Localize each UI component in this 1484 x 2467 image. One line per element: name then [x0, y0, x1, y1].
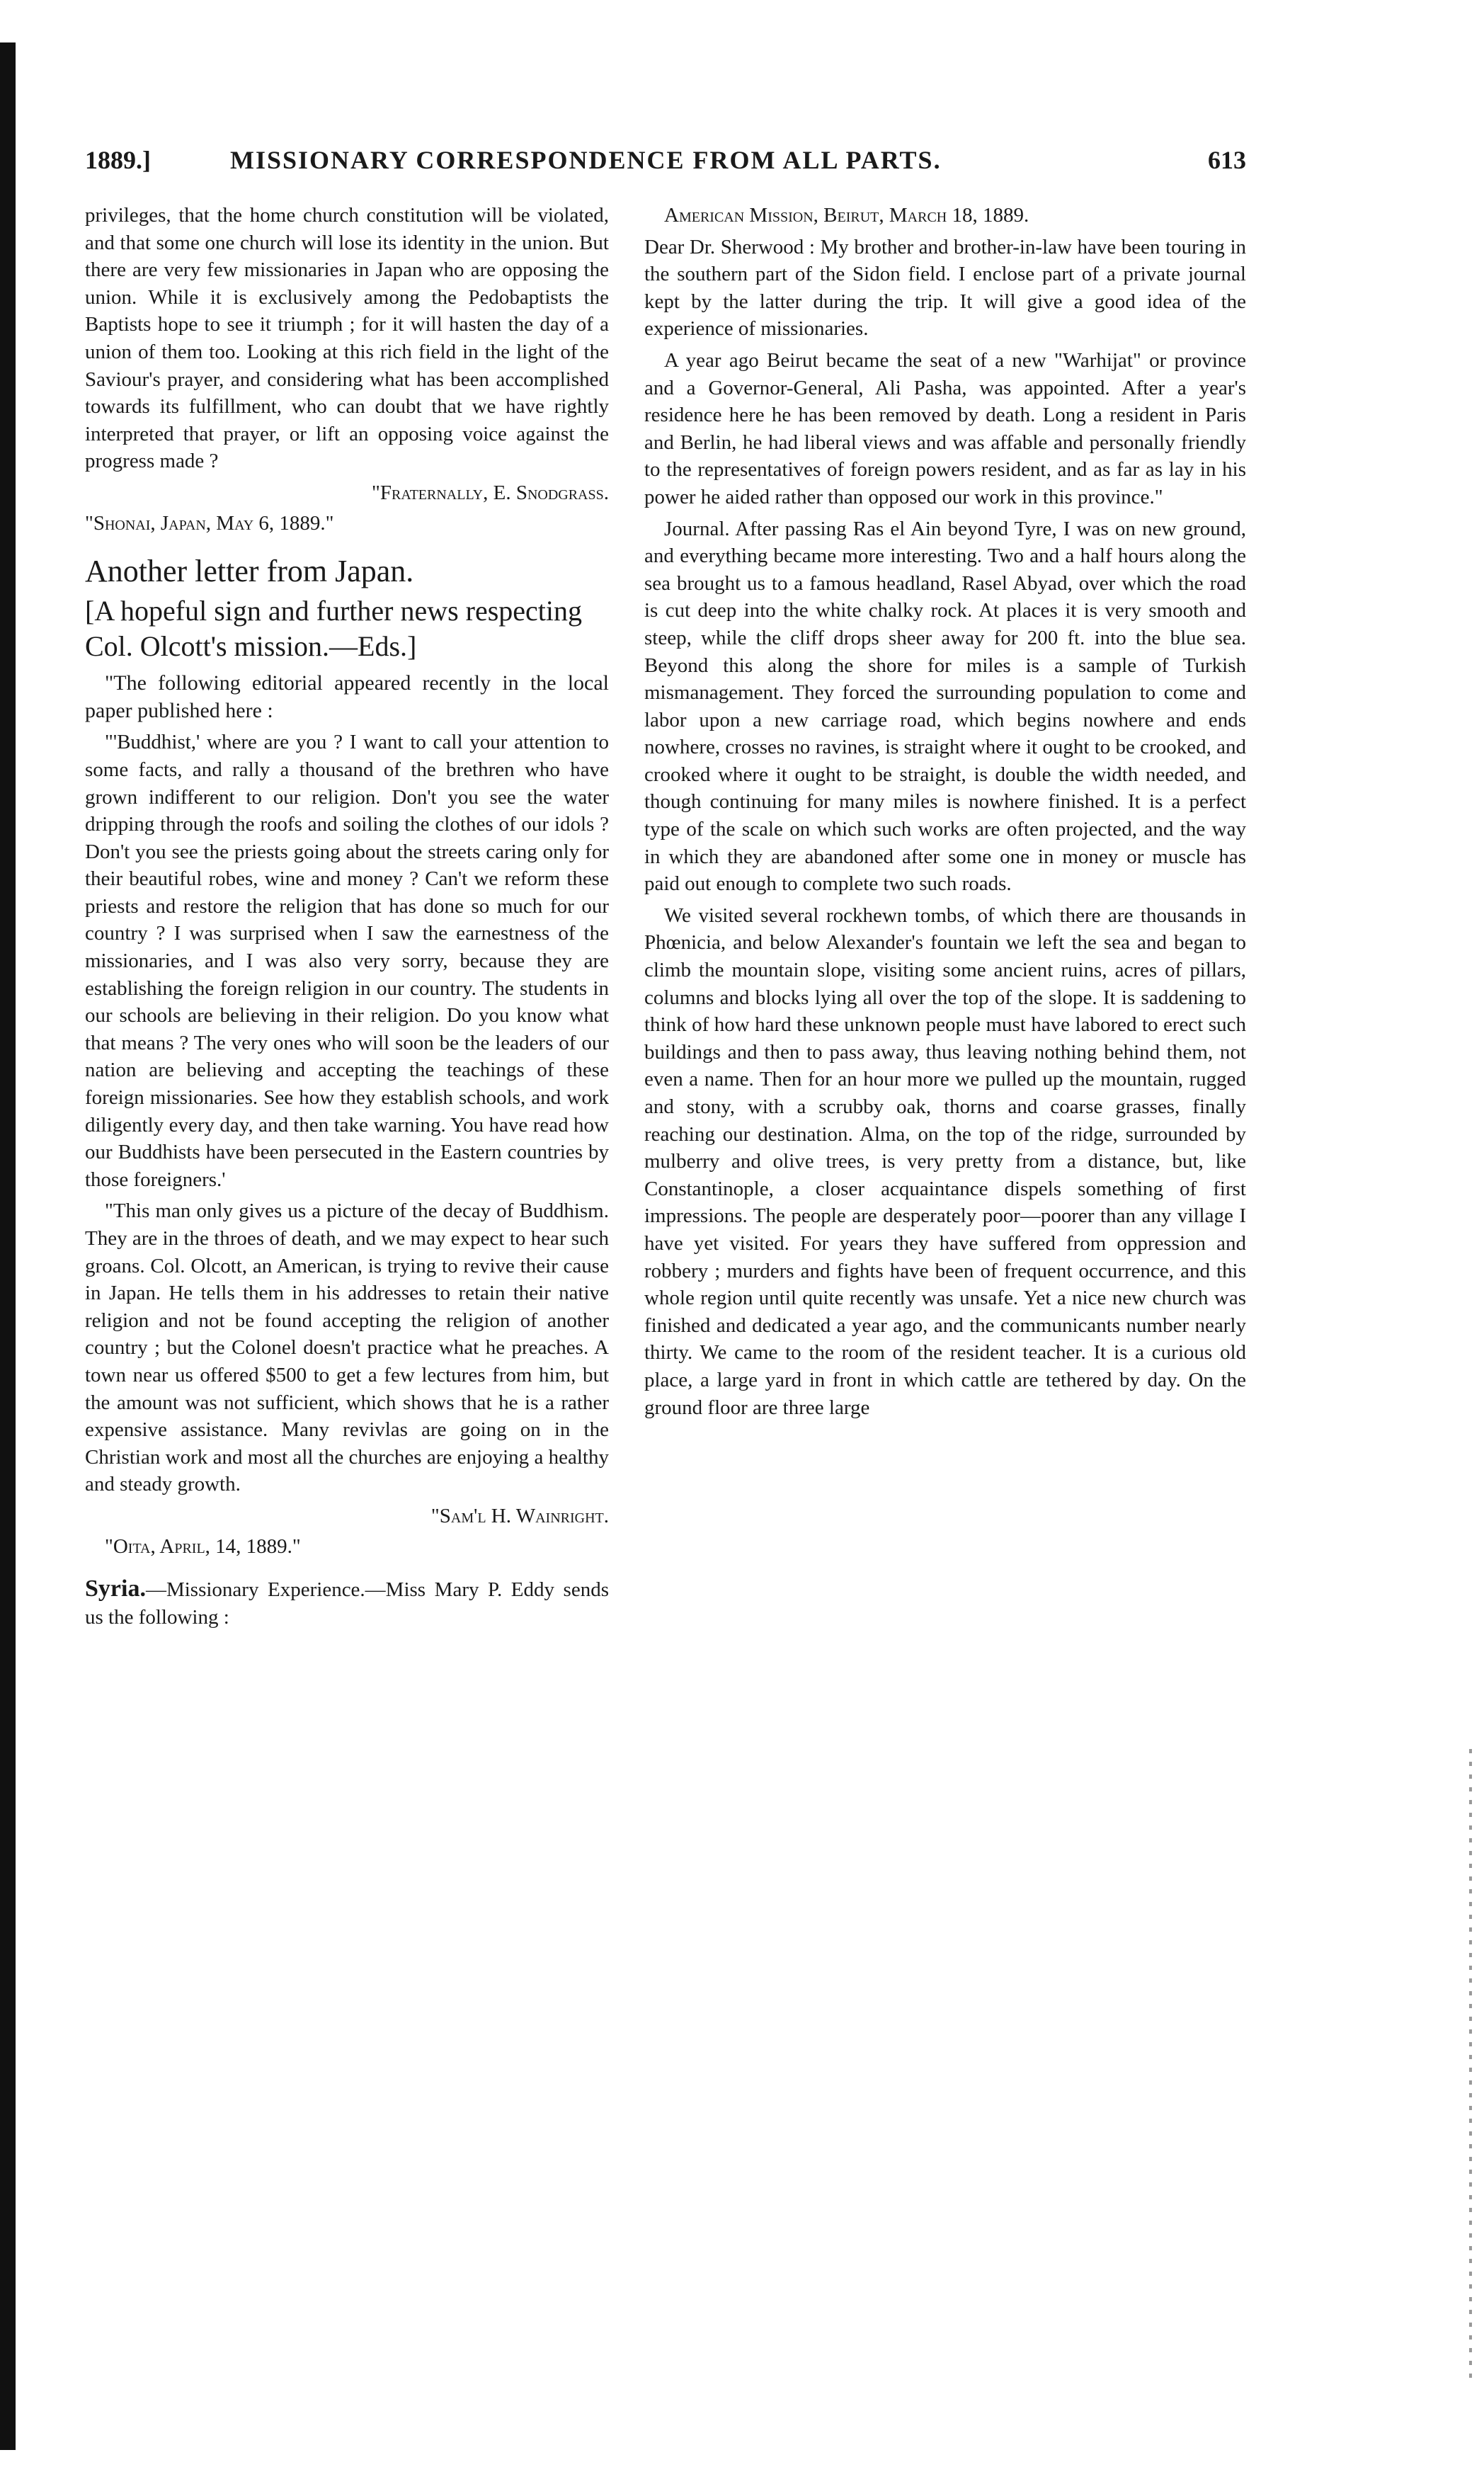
signature-snodgrass: "Fraternally, E. Snodgrass.: [372, 481, 609, 504]
left-column: [85, 202, 609, 1635]
right-column: [644, 202, 1246, 1425]
page-spine-edge: [0, 42, 16, 2450]
signature-wainright: "Sam'l H. Wainright.: [430, 1504, 609, 1527]
paragraph-rockhewn-tombs: We visited several rockhewn tombs, of which there are thousands in Phœnicia, and below Alexander's fountain we left the sea and began to climb the mountain slope, visiting some ancient ruins, acres of pillars, columns and blocks lying all over the top of the slope. It is saddening to think of how hard these unknown people must have labored to erect such buildings and then to pass away, thus leaving nothing behind them, not even a name. Then for an hour more we pulled up the mountain, rugged and stony, with a scrubby oak, thorns and coarse grasses, finally reaching our destination. Alma, on the top of the ridge, surrounded by mulberry and olive trees, is very pretty from a distance, but, like Constantinople, a closer acquaintance dispels something of first impressions. The people are desperately poor—poorer than any village I have yet visited. For years they have suffered from oppression and robbery ; murders and fights have been of frequent occurrence, and this whole region until quite recently was unsafe. Yet a nice new church was finished and dedicated a year ago, and the communicants number nearly thirty. We came to the room of the resident teacher. It is a curious old place, a large yard in front in which cattle are tethered by day. On the ground floor are three large: [644, 904, 1246, 1419]
paragraph-beirut-province: A year ago Beirut became the seat of a new "Warhijat" or province and a Governor-General, Ali Pasha, was appointed. After a year's residence here he has been removed by death. Long a resident in Paris and Berlin, he had liberal views and was affable and personally friendly to the representatives of foreign powers resident, and as far as lay in his power he aided rather than opposed our work in this province.": [644, 348, 1246, 508]
paragraph-editorial-intro: "The following editorial appeared recently in the local paper published here :: [85, 671, 609, 722]
page-edge-marks: [1469, 1749, 1472, 2386]
section-subtitle-japan: [A hopeful sign and further news respecting Col. Olcott's mission.—Eds.]: [85, 595, 583, 663]
dateline-oita: "Oita, April, 14, 1889.": [105, 1534, 301, 1558]
paragraph-privileges: privileges, that the home church constitution will be violated, and that some one church will lose its identity in the union. But there are very few missionaries in Japan who are opposing the union. While it is exclusively among the Pedobaptists the Baptists hope to see it triumph ; for it will hasten the day of a union of them too. Looking at this rich field in the light of the Saviour's prayer, and considering what has been accomplished towards its fulfillment, who can doubt that we have rightly interpreted that prayer, or lift an opposing voice against the progress made ?: [85, 204, 609, 473]
dateline-shonai: "Shonai, Japan, May 6, 1889.": [85, 511, 334, 535]
running-header: [85, 145, 1246, 181]
section-title-japan: Another letter from Japan.: [85, 554, 414, 589]
paragraph-dear-dr: Dear Dr. Sherwood : My brother and brother-in-law have been touring in the southern part of the Sidon field. I enclose part of a private journal kept by the latter during the trip. It will give a good idea of the experience of missionaries.: [644, 235, 1246, 341]
paragraph-journal: Journal. After passing Ras el Ain beyond Tyre, I was on new ground, and everything became more interesting. Two and a half hours along the sea brought us to a famous headland, Rasel Abyad, over which the road is cut deep into the white chalky rock. At places it is very smooth and steep, while the cliff drops sheer away for 200 ft. into the blue sea. Beyond this along the shore for miles is a sample of Turkish mismanagement. They forced the surrounding population to come and labor upon a new carriage road, which begins nowhere and ends nowhere, crosses no ravines, is straight where it ought to be crooked, and crooked where it ought to be straight, is double the width needed, and though continuing for many miles is nowhere finished. It is a perfect type of the scale on which such works are often projected, and the way in which they are abandoned after some one in money or muscle has paid out enough to complete two such roads.: [644, 517, 1246, 896]
header-title: MISSIONARY CORRESPONDENCE FROM ALL PARTS.: [230, 146, 942, 174]
paragraph-buddhist-quote: "'Buddhist,' where are you ? I want to call your attention to some facts, and rally a thousand of the brethren who have grown indifferent to our religion. Don't you see the water dripping through the roofs and soiling the clothes of our idols ? Don't you see the priests going about the streets caring only for their beautiful robes, wine and money ? Can't we reform these priests and restore the religion that has done so much for our country ? I was surprised when I saw the earnestness of the missionaries, and I was also very sorry, because they are establishing the foreign religion in our country. The students in our schools are believing in their religion. Do you know what that means ? The very ones who will soon be the leaders of our nation are believing and accepting the teachings of these foreign missionaries. See how they establish schools, and work diligently every day, and then take warning. You have read how our Buddhists have been persecuted in the Eastern countries by those foreigners.': [85, 731, 609, 1191]
header-year: 1889.]: [85, 146, 151, 174]
paragraph-decay-buddhism: "This man only gives us a picture of the decay of Buddhism. They are in the throes of death, and we may expect to hear such groans. Col. Olcott, an American, is trying to revive their cause in Japan. He tells them in his addresses to retain their native religion and not be found accepting the religion of another country ; but the Colonel doesn't practice what he preaches. A town near us offered $500 to get a few lectures from him, but the amount was not sufficient, which shows that he is a rather expensive assistance. Many revivlas are going on in the Christian work and most all the churches are enjoying a healthy and steady growth.: [85, 1200, 609, 1496]
dateline-beirut: American Mission, Beirut, March 18, 1889.: [664, 204, 1029, 227]
paragraph-syria-intro: [85, 1576, 609, 1631]
syria-heading: Syria.: [85, 1576, 146, 1602]
syria-intro-text: —Missionary Experience.—Miss Mary P. Eddy sends us the following :: [85, 1578, 609, 1629]
page-number: 613: [1208, 146, 1246, 174]
